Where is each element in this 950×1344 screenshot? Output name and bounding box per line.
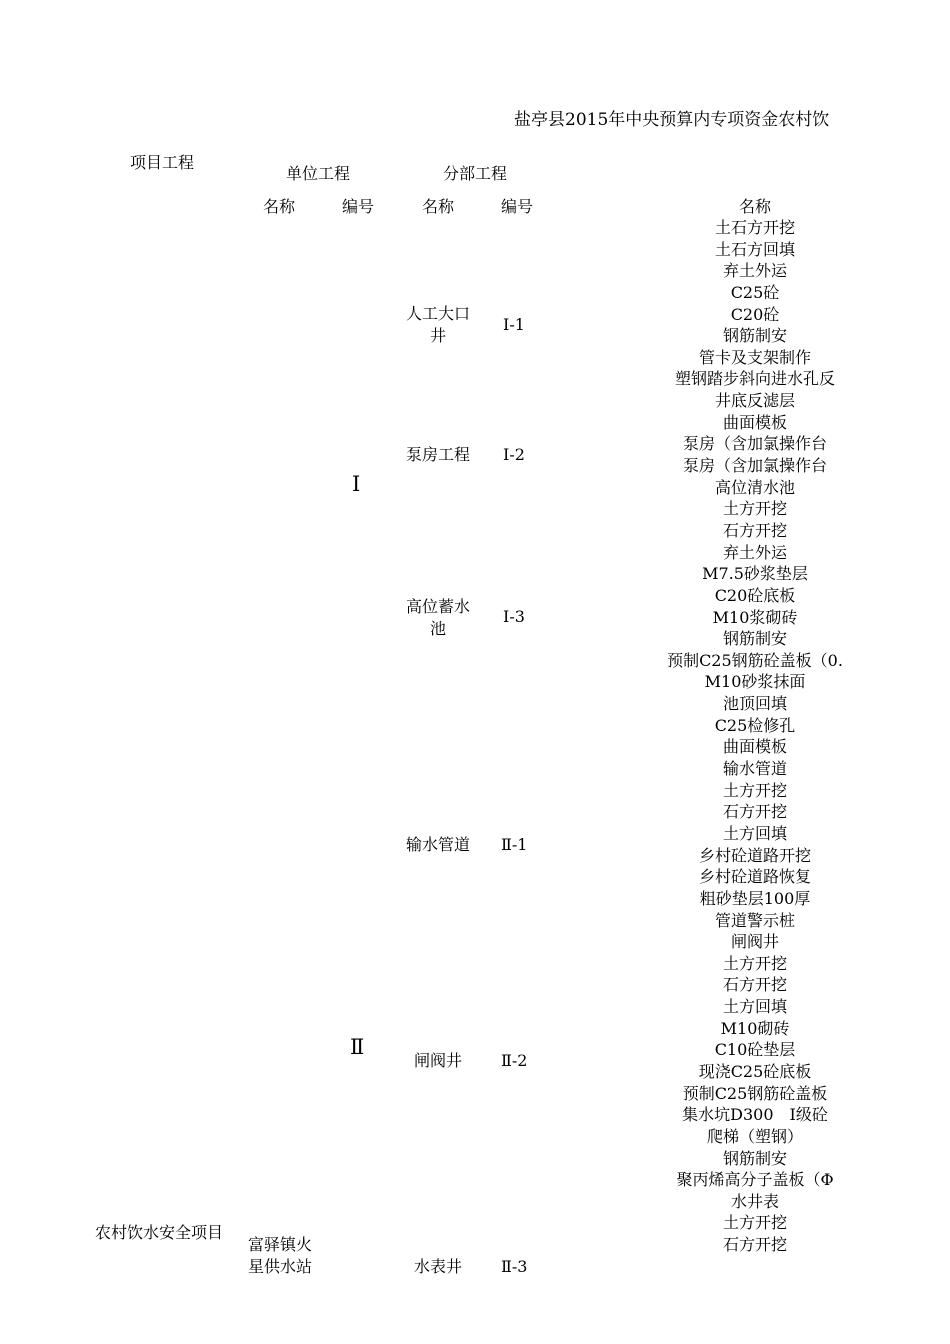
- unit-group-2: Ⅱ: [350, 1035, 365, 1059]
- item-name: 集水坑D300 Ⅰ级砼: [682, 1105, 828, 1125]
- item-name: 预制C25钢筋砼盖板: [682, 1083, 828, 1103]
- item-name: 聚丙烯高分子盖板（Φ: [676, 1170, 834, 1190]
- item-name: 弃土外运: [722, 261, 787, 281]
- item-name: 石方开挖: [722, 975, 787, 995]
- item-name: 弃土外运: [722, 542, 787, 562]
- division-no: Ⅱ-1: [501, 835, 528, 854]
- item-name: 钢筋制安: [722, 326, 787, 346]
- item-name: 土方回填: [722, 823, 787, 843]
- item-name: 泵房（含加氯操作台: [682, 434, 827, 454]
- item-name: 输水管道: [722, 759, 787, 779]
- header-div-no: 编号: [501, 197, 534, 216]
- header-unit-no: 编号: [342, 197, 375, 216]
- item-name: 钢筋制安: [722, 1148, 787, 1168]
- item-name: C25检修孔: [714, 715, 796, 735]
- page-title: 盐亭县2015年中央预算内专项资金农村饮: [514, 110, 830, 130]
- item-name: 曲面模板: [722, 737, 787, 757]
- item-name: 泵房（含加氯操作台: [682, 456, 827, 476]
- item-name: M7.5砂浆垫层: [702, 564, 808, 584]
- item-name: 土方回填: [722, 997, 787, 1017]
- item-name: C20砼: [730, 304, 780, 324]
- item-name: 土方开挖: [722, 1213, 787, 1233]
- division-no: Ⅰ-2: [503, 445, 525, 464]
- item-name: 土方开挖: [722, 499, 787, 519]
- item-name: 土方开挖: [722, 780, 787, 800]
- item-name: 爬梯（塑钢）: [706, 1126, 803, 1146]
- item-name: 石方开挖: [722, 520, 787, 540]
- division-name: 水表井: [413, 1257, 462, 1276]
- item-name: 粗砂垫层100厚: [699, 888, 811, 908]
- item-name: M10砌砖: [720, 1018, 790, 1038]
- item-name: 土方开挖: [722, 953, 787, 973]
- item-name: 水井表: [730, 1191, 779, 1211]
- item-name: 乡村砼道路恢复: [698, 867, 811, 887]
- division-no: Ⅰ-1: [503, 315, 525, 334]
- division-no: Ⅰ-3: [503, 607, 525, 626]
- unit-group-1: Ⅰ: [352, 472, 361, 496]
- header-item-name: 名称: [739, 197, 772, 216]
- unit-name: 富驿镇火星供水站: [247, 1235, 312, 1276]
- header-unit-name: 名称: [263, 197, 296, 216]
- item-name: 塑钢踏步斜向进水孔反: [674, 369, 835, 389]
- item-name: M10浆砌砖: [712, 607, 798, 627]
- item-name: 石方开挖: [722, 1235, 787, 1255]
- division-name: 闸阀井: [413, 1051, 462, 1070]
- item-name: C25砼: [730, 282, 780, 302]
- division-name: 人工大口井: [405, 304, 470, 345]
- item-name: 井底反滤层: [714, 391, 795, 411]
- item-name: 钢筋制安: [722, 629, 787, 649]
- item-name: 土石方开挖: [714, 218, 795, 237]
- header-division-work: 分部工程: [443, 164, 508, 183]
- item-name: 管卡及支架制作: [698, 347, 811, 367]
- item-name: C20砼底板: [714, 585, 796, 605]
- item-name: 闸阀井: [730, 932, 779, 952]
- item-name: 管道警示桩: [714, 910, 795, 930]
- header-project: 项目工程: [130, 153, 195, 172]
- division-name: 泵房工程: [405, 445, 470, 464]
- item-name-list: [620, 217, 890, 1256]
- item-name: 高位清水池: [714, 477, 795, 497]
- division-no: Ⅱ-3: [501, 1257, 528, 1276]
- project-name: 农村饮水安全项目: [95, 1223, 224, 1242]
- item-name: 曲面模板: [722, 412, 787, 432]
- item-name: 池顶回填: [722, 694, 787, 714]
- item-name: 乡村砼道路开挖: [698, 845, 811, 865]
- item-name: 预制C25钢筋砼盖板（0.: [667, 650, 843, 670]
- item-name: 现浇C25砼底板: [698, 1061, 812, 1081]
- item-name: C10砼垫层: [714, 1040, 796, 1060]
- header-unit-work: 单位工程: [286, 164, 351, 183]
- header-div-name: 名称: [422, 197, 455, 216]
- item-name: 土石方回填: [714, 239, 795, 259]
- division-name: 高位蓄水池: [405, 597, 470, 638]
- division-name: 输水管道: [405, 835, 470, 854]
- item-name: 石方开挖: [722, 802, 787, 822]
- item-name: M10砂浆抹面: [704, 672, 806, 692]
- division-no: Ⅱ-2: [501, 1051, 528, 1070]
